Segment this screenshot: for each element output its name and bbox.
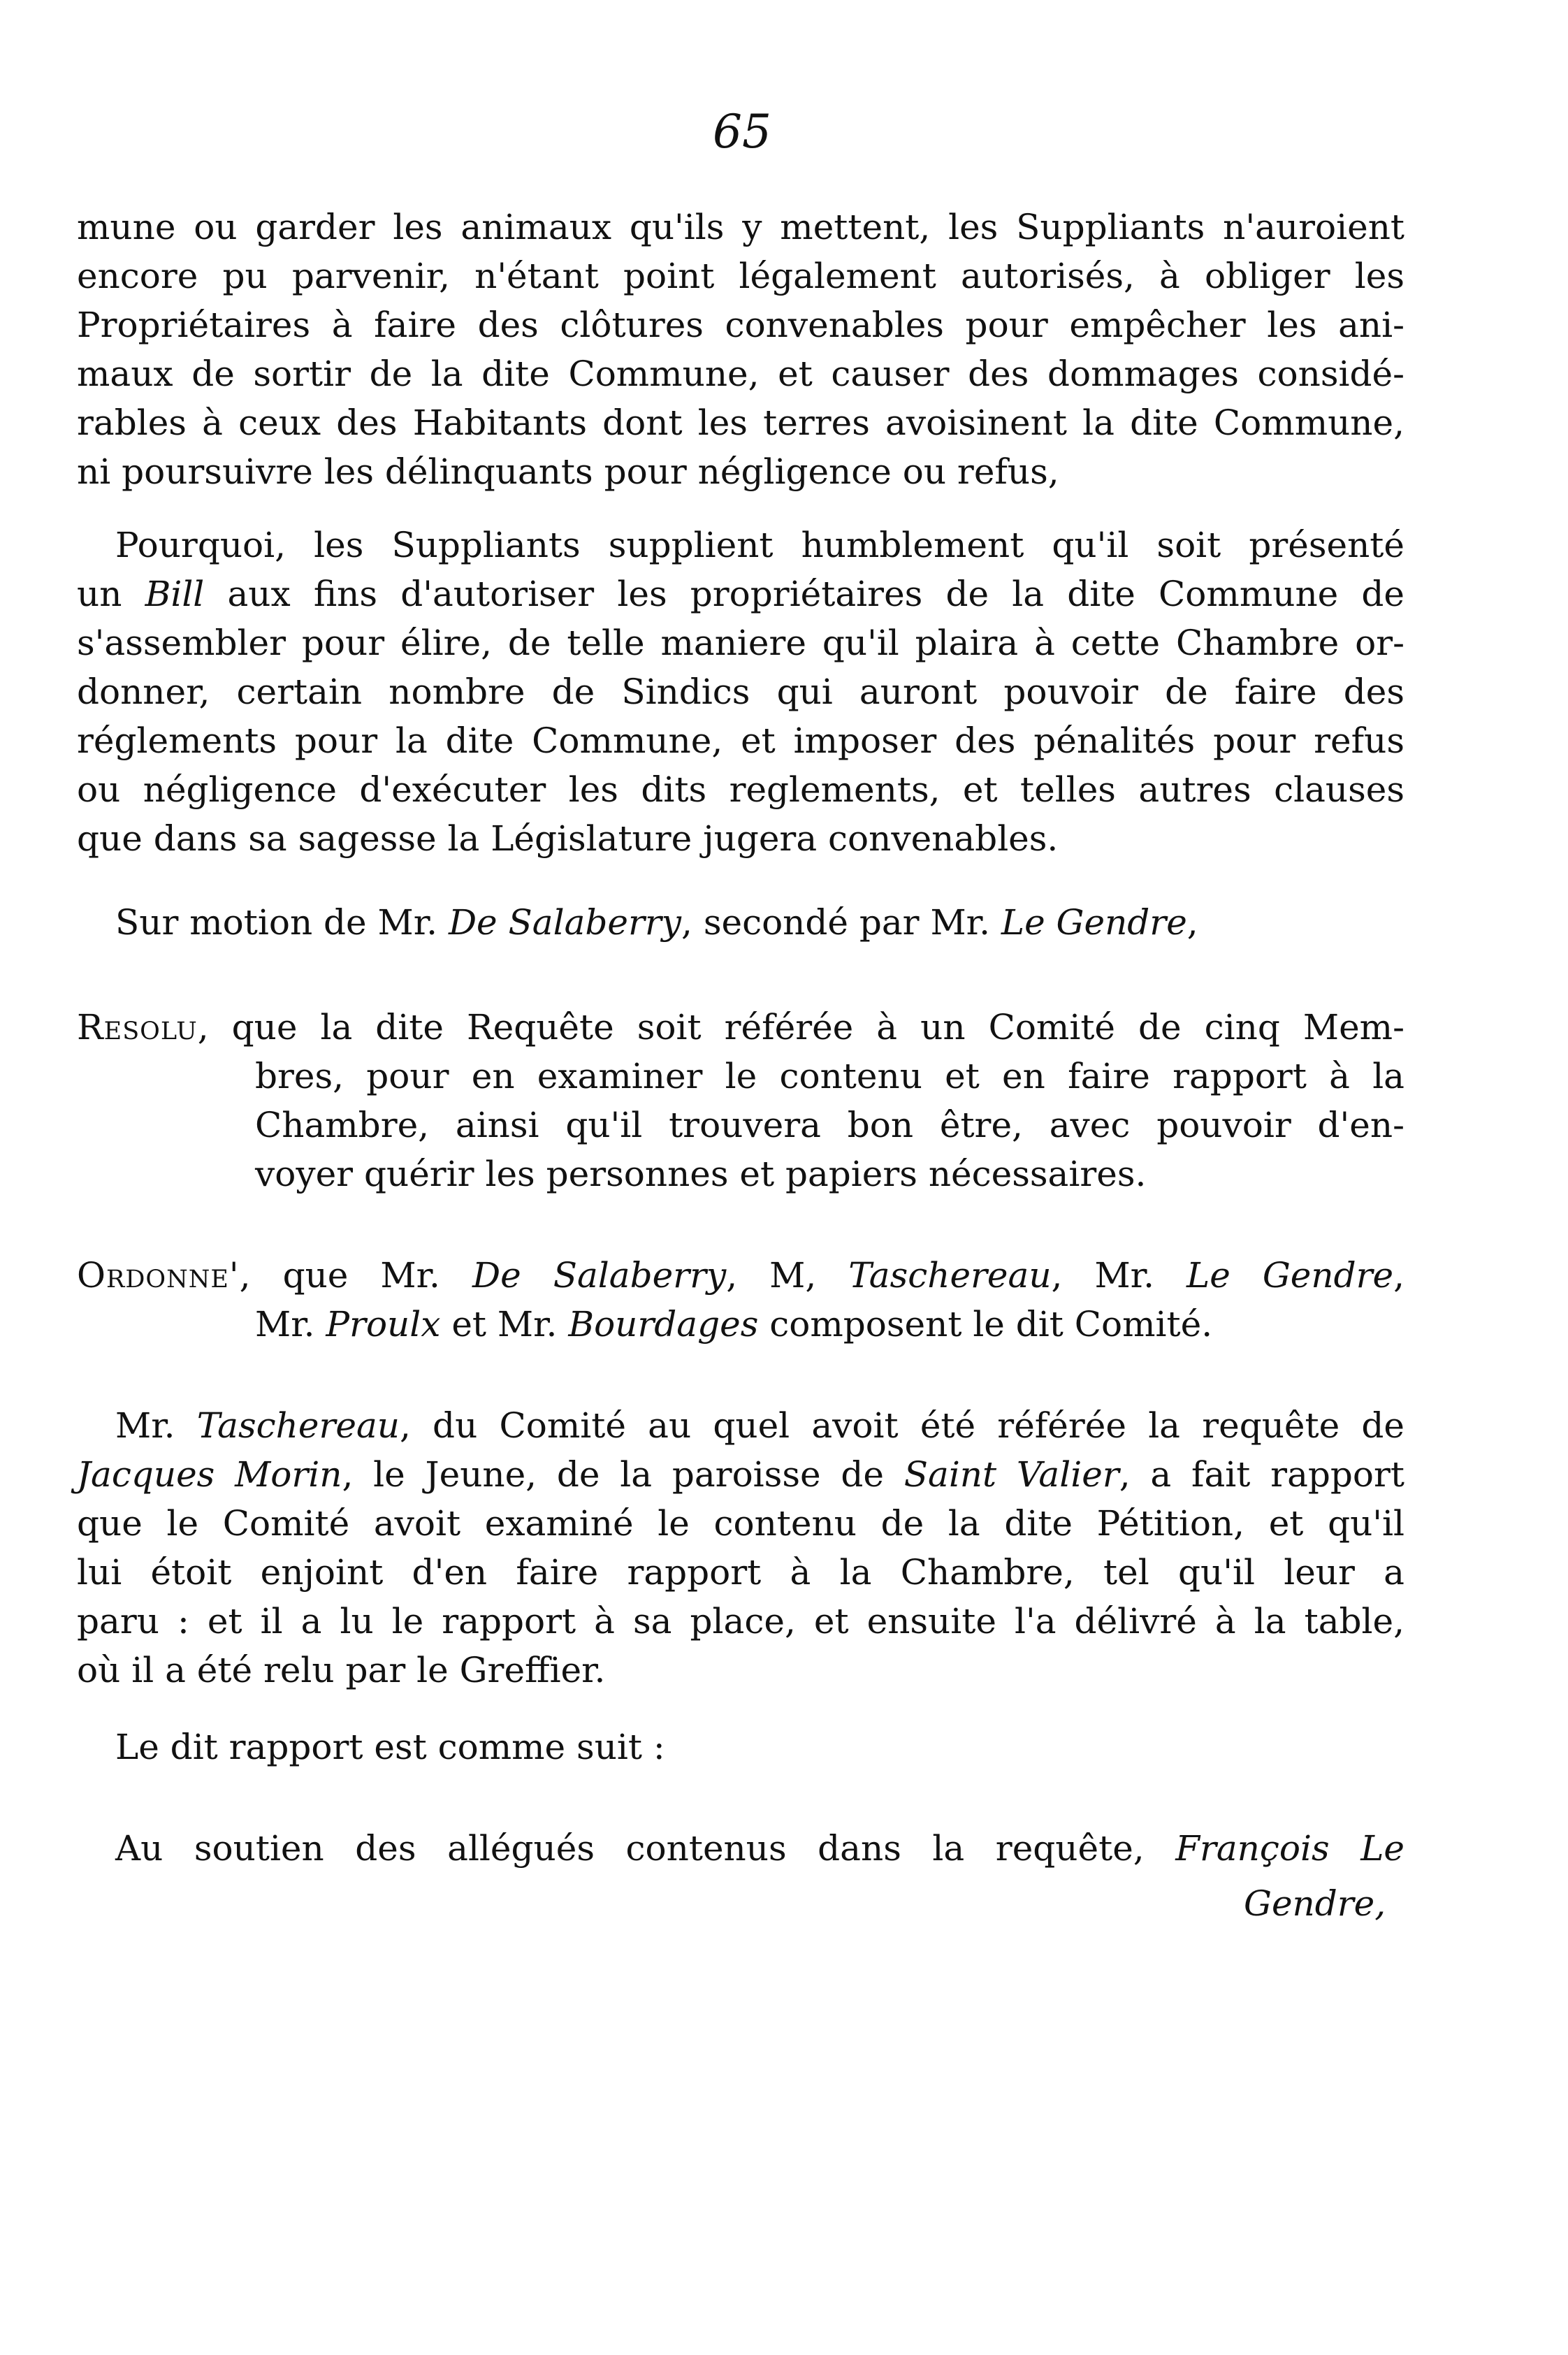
ordonne-label: Ordonne': [77, 1255, 240, 1296]
text-line: Jacques Morin, le Jeune, de la paroisse de Saint Valier, a fait rapport: [77, 1454, 1404, 1495]
text-line: Sur motion de Mr. De Salaberry, secondé par Mr. Le Gendre,: [115, 902, 1198, 943]
text-line: Mr. Proulx et Mr. Bourdages composent le dit Comité.: [255, 1304, 1213, 1345]
person-name: Proulx: [326, 1304, 441, 1345]
text-line: où il a été relu par le Greffier.: [77, 1650, 606, 1690]
bill-word: Bill: [145, 574, 205, 614]
text-line: ou négligence d'exécuter les dits reglements, et telles autres clauses: [77, 769, 1404, 810]
person-name: Bourdages: [568, 1304, 759, 1345]
paragraph-report-start: [77, 1824, 1404, 1873]
text-line: Pourquoi, les Suppliants supplient humblement qu'il soit présenté: [115, 525, 1404, 565]
text-line: réglements pour la dite Commune, et imposer des pénalités pour refus: [77, 720, 1404, 761]
text-line: donner, certain nombre de Sindics qui auront pouvoir de faire des: [77, 672, 1404, 712]
text-line: Resolu, que la dite Requête soit référée à un Comité de cinq Mem-: [77, 1007, 1404, 1048]
text-line: encore pu parvenir, n'étant point légalement autorisés, à obliger les: [77, 256, 1404, 296]
person-name: Taschereau: [848, 1255, 1052, 1296]
text-line: Chambre, ainsi qu'il trouvera bon être, avec pouvoir d'en-: [255, 1105, 1404, 1145]
text-line: voyer quérir les personnes et papiers nécessaires.: [255, 1154, 1147, 1194]
page-number: 65: [713, 105, 771, 159]
resolu-label: Resolu: [77, 1007, 198, 1048]
catchword: Gendre,: [1244, 1883, 1386, 1924]
person-name: De Salaberry: [472, 1255, 727, 1296]
paragraph-motion: [77, 898, 1404, 947]
text-line: Ordonne', que Mr. De Salaberry, M, Taschereau, Mr. Le Gendre,: [77, 1255, 1404, 1296]
paragraph-petition-continuation: [77, 203, 1404, 496]
person-name: Le Gendre: [1001, 902, 1187, 943]
text-line: Mr. Taschereau, du Comité au quel avoit été référée la requête de: [115, 1405, 1404, 1446]
person-name: Le Gendre: [1186, 1255, 1394, 1296]
person-name: Jacques Morin: [77, 1454, 342, 1495]
text-line: rables à ceux des Habitants dont les terres avoisinent la dite Commune,: [77, 403, 1404, 443]
text-line: Propriétaires à faire des clôtures convenables pour empêcher les ani-: [77, 305, 1404, 345]
text-line: lui étoit enjoint d'en faire rapport à la Chambre, tel qu'il leur a: [77, 1552, 1404, 1593]
text-line: que dans sa sagesse la Législature jugera convenables.: [77, 818, 1059, 859]
paragraph-committee-report: [77, 1401, 1404, 1695]
text-line: Le dit rapport est comme suit :: [115, 1727, 665, 1767]
text-line: mune ou garder les animaux qu'ils y mettent, les Suppliants n'auroient: [77, 207, 1404, 247]
paragraph-report-intro: [77, 1723, 1404, 1771]
place-name: Saint Valier: [903, 1454, 1119, 1495]
person-name: De Salaberry: [448, 902, 682, 943]
text-line: ni poursuivre les délinquants pour négligence ou refus,: [77, 451, 1059, 492]
text-line: bres, pour en examiner le contenu et en faire rapport à la: [255, 1056, 1404, 1096]
paragraph-order: [77, 1251, 1404, 1349]
text-line: paru : et il a lu le rapport à sa place, et ensuite l'a délivré à la table,: [77, 1601, 1404, 1642]
paragraph-prayer: [77, 521, 1404, 863]
text-line: s'assembler pour élire, de telle maniere qu'il plaira à cette Chambre or-: [77, 623, 1404, 663]
paragraph-resolution: [77, 1003, 1404, 1198]
text-line: Au soutien des allégués contenus dans la requête, François Le: [115, 1828, 1404, 1869]
person-name: Taschereau: [196, 1405, 400, 1446]
text-line: un Bill aux fins d'autoriser les propriétaires de la dite Commune de: [77, 574, 1404, 614]
person-name: François Le: [1175, 1828, 1404, 1869]
text-line: que le Comité avoit examiné le contenu de la dite Pétition, et qu'il: [77, 1503, 1404, 1544]
text-line: maux de sortir de la dite Commune, et causer des dommages considé-: [77, 354, 1404, 394]
